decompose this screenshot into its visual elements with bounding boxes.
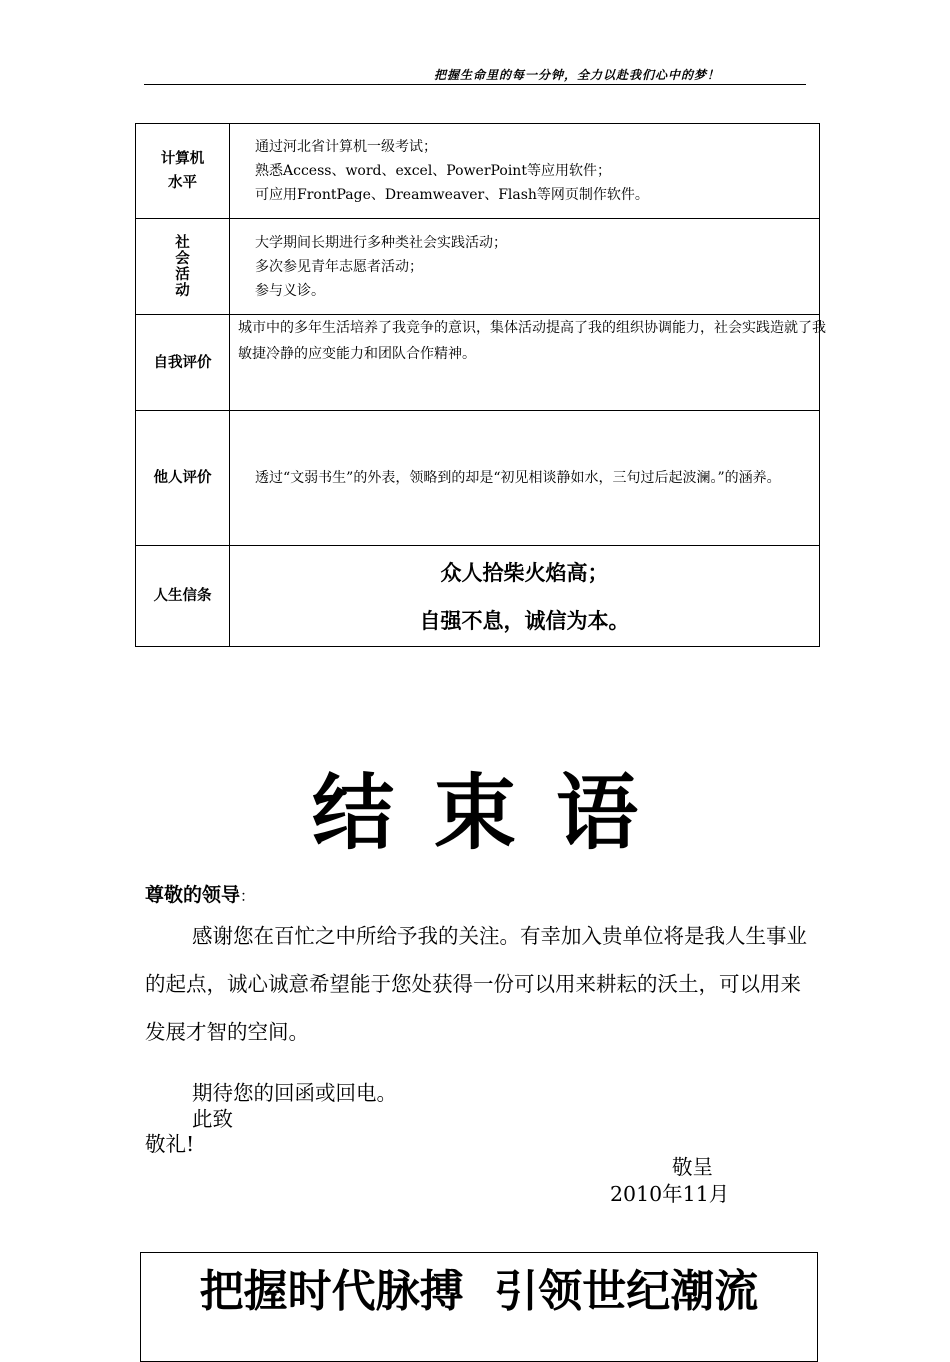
header-motto: 把握生命里的每一分钟，全力以赴我们心中的梦！ — [433, 68, 720, 82]
greeting-text: 尊敬的领导 — [145, 884, 241, 906]
label-social-char: 社 — [175, 234, 190, 251]
label-motto: 人生信条 — [136, 546, 230, 647]
content-computer — [230, 124, 820, 219]
letter-body: 感谢您在百忙之中所给予我的关注。有幸加入贵单位将是我人生事业的起点，诚心诚意希望能于您处获得一份可以用来耕耘的沃土，可以用来发展才智的空间。 — [145, 924, 807, 1044]
letter-expect: 期待您的回函或回电。 — [192, 1081, 397, 1105]
content-motto — [230, 546, 820, 647]
table-row-motto — [136, 546, 820, 647]
social-line: 多次参见青年志愿者活动； — [255, 258, 423, 275]
motto-line1: 众人拾柴火焰高； — [440, 561, 609, 585]
others-eval-text: 透过“文弱书生”的外表，领略到的却是“初见相谈静如水，三句过后起波澜。”的涵养。 — [255, 470, 781, 486]
greeting — [145, 880, 255, 907]
motto-line2: 自强不息，诚信为本。 — [419, 609, 630, 633]
label-computer-line2: 水平 — [168, 175, 197, 191]
content-social — [230, 219, 820, 315]
header-rule — [144, 84, 806, 85]
table-row-others-eval — [136, 411, 820, 546]
content-others-eval — [230, 411, 820, 546]
label-self-eval: 自我评价 — [136, 315, 230, 411]
footer-slogan: 把握时代脉搏 引领世纪潮流 — [199, 1266, 759, 1317]
label-social-char: 动 — [175, 282, 190, 299]
label-computer — [136, 124, 230, 219]
letter-date: 2010年11月 — [610, 1182, 730, 1206]
greeting-colon: ： — [240, 887, 256, 905]
label-computer-line1: 计算机 — [160, 151, 205, 167]
social-line: 大学期间长期进行多种类社会实践活动； — [255, 234, 507, 251]
table-row-computer — [136, 124, 820, 219]
computer-line: 可应用FrontPage、Dreamweaver、Flash等网页制作软件。 — [255, 187, 649, 203]
table-row-self-eval — [136, 315, 820, 411]
label-social-char: 活 — [175, 266, 190, 283]
letter-sign: 敬呈 — [672, 1155, 713, 1179]
content-self-eval — [230, 315, 826, 411]
social-line: 参与义诊。 — [255, 282, 325, 299]
self-eval-text: 城市中的多年生活培养了我竞争的意识，集体活动提高了我的组织协调能力，社会实践造就了我敏捷冷静的应变能力和团队合作精神。 — [238, 320, 826, 362]
closing-title: 结束语 — [311, 766, 678, 861]
label-social-char: 会 — [175, 250, 190, 267]
resume-table — [135, 123, 826, 647]
label-others-eval: 他人评价 — [136, 411, 230, 546]
label-social — [136, 219, 230, 315]
computer-line: 熟悉Access、word、excel、PowerPoint等应用软件； — [255, 163, 611, 179]
table-row-social — [136, 219, 820, 315]
letter-cizhi: 此致 — [192, 1107, 233, 1131]
computer-line: 通过河北省计算机一级考试； — [255, 139, 437, 155]
letter-jingli: 敬礼! — [145, 1132, 195, 1156]
